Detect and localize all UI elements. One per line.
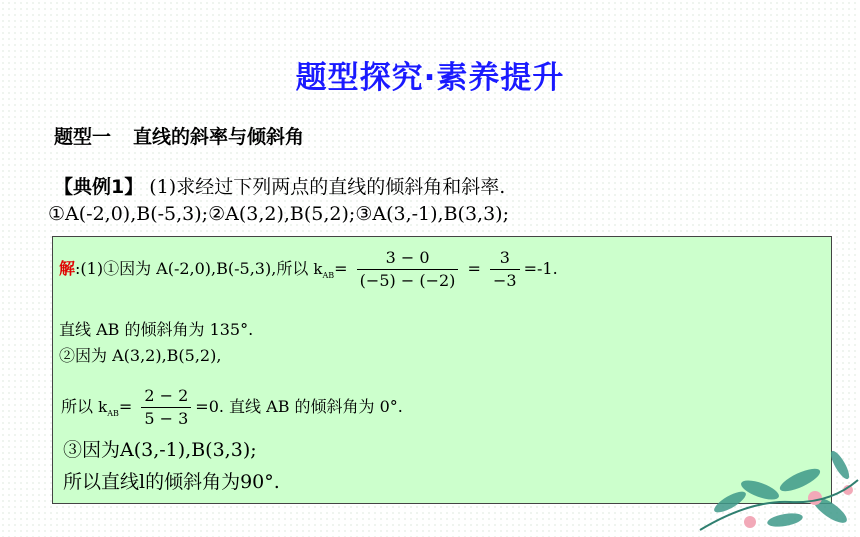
equals-sign: = <box>467 259 481 278</box>
slope-fraction-1: $\frac{3 - 0}{(-5) - (-2)}$ <box>357 247 459 292</box>
solution-line-6: 所以直线l的倾斜角为90°. <box>63 471 280 493</box>
example-prompt: (1)求经过下列两点的直线的倾斜角和斜率. <box>149 176 506 198</box>
floral-decoration-icon <box>690 440 860 537</box>
solution-line-1-result: =-1. <box>523 259 558 278</box>
solution-line-4 <box>61 385 403 430</box>
slope-fraction-3: $\frac{2 - 2}{5 - 3}$ <box>141 385 191 430</box>
example-points: ①A(-2,0),B(-5,3);②A(3,2),B(5,2);③A(3,-1),B(3,3); <box>48 203 509 225</box>
slope-fraction-2: $\frac{3}{-3}$ <box>490 247 520 292</box>
solution-line-4-result: =0. 直线 AB 的倾斜角为 0°. <box>195 397 403 416</box>
solution-label: 解 <box>59 259 76 278</box>
page-title: 题型探究·素养提升 <box>295 60 565 96</box>
solution-line-1 <box>59 247 558 292</box>
example-prompt-line <box>54 172 505 199</box>
section-topic: 直线的斜率与倾斜角 <box>133 126 305 148</box>
section-heading <box>54 122 304 149</box>
solution-line-2: 直线 AB 的倾斜角为 135°. <box>59 320 254 339</box>
section-label: 题型一 <box>54 126 112 148</box>
solution-line-4-prefix: 所以 <box>61 397 94 416</box>
solution-line-5: ③因为A(3,-1),B(3,3); <box>63 439 257 461</box>
slope-symbol: $k_{AB}$ <box>313 260 335 280</box>
solution-line-3: ②因为 A(3,2),B(5,2), <box>59 346 222 365</box>
slope-symbol: $k_{AB}$ <box>98 398 119 418</box>
example-tag: 【典例1】 <box>54 176 144 198</box>
equals-sign: = <box>118 397 133 416</box>
solution-line-1-prefix: :(1)①因为 A(-2,0),B(-5,3),所以 <box>75 259 309 278</box>
equals-sign: = <box>334 259 348 278</box>
